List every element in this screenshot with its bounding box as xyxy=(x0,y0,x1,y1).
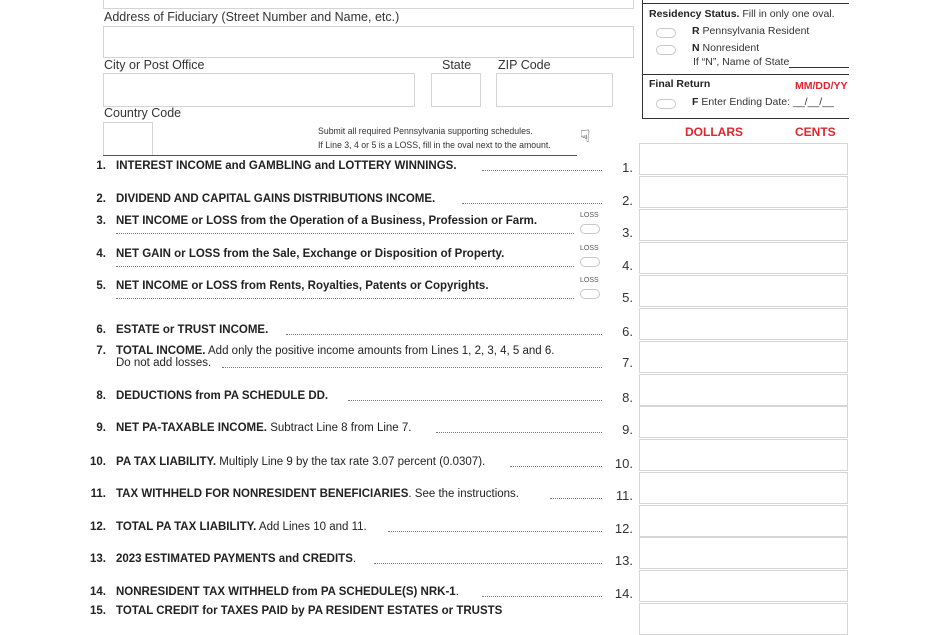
line-3-amount-field[interactable] xyxy=(639,209,848,241)
fiduciary-name-field[interactable] xyxy=(103,0,634,9)
dot-leader xyxy=(222,367,602,368)
dot-leader xyxy=(116,233,574,234)
final-return-option xyxy=(692,96,834,108)
line-14-amount-field[interactable] xyxy=(639,570,848,602)
line-bold: NONRESIDENT TAX WITHHELD from PA SCHEDULE(S) NRK-1 xyxy=(116,586,456,598)
line-number: 4. xyxy=(96,248,106,260)
resident-option xyxy=(692,25,809,37)
dot-leader xyxy=(462,203,602,204)
line-number: 15. xyxy=(90,605,106,617)
state-field[interactable] xyxy=(431,73,481,107)
loss-label: LOSS xyxy=(580,245,599,252)
line-label xyxy=(116,488,519,500)
line-bold: DIVIDEND AND CAPITAL GAINS DISTRIBUTIONS INCOME. xyxy=(116,193,436,205)
ending-date-label: Enter Ending Date: xyxy=(701,96,791,108)
dot-leader xyxy=(510,466,602,467)
line-rest: . See the instructions. xyxy=(408,488,519,500)
line-number: 5. xyxy=(96,280,106,292)
state-name-blank[interactable] xyxy=(789,67,849,68)
zip-label: ZIP Code xyxy=(498,58,551,72)
line-4-amount-field[interactable] xyxy=(639,242,848,274)
line-label xyxy=(116,390,328,402)
nonresident-code: N xyxy=(692,42,700,54)
instruction-line-1: Submit all required Pennsylvania supporting schedules. xyxy=(318,126,533,137)
line-rest: Add only the positive income amounts from Lines 1, 2, 3, 4, 5 and 6. xyxy=(205,345,555,357)
line-end-number: 9. xyxy=(622,422,633,437)
line-number: 3. xyxy=(96,215,106,227)
residency-title-bold: Residency Status. xyxy=(649,8,740,20)
line-label xyxy=(116,248,504,260)
line-number: 1. xyxy=(96,160,106,172)
line-end-number: 2. xyxy=(622,193,633,208)
line-number: 13. xyxy=(90,553,106,565)
nonresident-label: Nonresident xyxy=(702,42,760,54)
line-label xyxy=(116,553,356,565)
line-label xyxy=(116,456,485,468)
line-5-loss-oval[interactable] xyxy=(580,289,600,299)
dot-leader xyxy=(348,400,602,401)
date-format-label: MM/DD/YY xyxy=(795,80,848,92)
dot-leader xyxy=(436,432,602,433)
line-15-amount-field[interactable] xyxy=(639,603,848,635)
dot-leader xyxy=(388,531,602,532)
line-end-number: 6. xyxy=(622,324,633,339)
line-8-amount-field[interactable] xyxy=(639,374,848,406)
line-end-number: 13. xyxy=(614,553,633,568)
line-4-loss-oval[interactable] xyxy=(580,257,600,267)
line-bold: TOTAL INCOME. xyxy=(116,345,206,357)
line-bold: TOTAL CREDIT for TAXES PAID by PA RESIDENT ESTATES or TRUSTS xyxy=(116,605,503,617)
line-label xyxy=(116,280,489,292)
line-11-amount-field[interactable] xyxy=(639,472,848,504)
line-label xyxy=(116,215,537,227)
line-end-number: 7. xyxy=(622,355,633,370)
final-return-title xyxy=(649,78,710,90)
line-number: 7. xyxy=(96,345,106,357)
ending-date-field[interactable]: __/__/__ xyxy=(793,96,834,108)
line-rest-2: Do not add losses. xyxy=(116,357,212,369)
cents-header: CENTS xyxy=(795,125,836,139)
line-5-amount-field[interactable] xyxy=(639,275,848,307)
line-end-number: 12. xyxy=(614,521,633,536)
line-rest: Multiply Line 9 by the tax rate 3.07 percent (0.0307). xyxy=(216,456,486,468)
residency-note: Fill in only one oval. xyxy=(742,8,835,20)
city-label: City or Post Office xyxy=(104,58,205,72)
line-7-amount-field[interactable] xyxy=(639,341,848,373)
state-name-prompt: If “N”, Name of State xyxy=(693,56,790,68)
country-field[interactable] xyxy=(103,122,153,156)
loss-label: LOSS xyxy=(580,277,599,284)
instruction-line-2: If Line 3, 4 or 5 is a LOSS, fill in the oval next to the amount. xyxy=(318,140,551,151)
dot-leader xyxy=(550,498,602,499)
pointing-hand-icon: ☟ xyxy=(580,127,591,146)
residency-panel xyxy=(642,0,849,119)
line-end-number: 14. xyxy=(614,586,633,601)
line-end-number: 8. xyxy=(622,390,633,405)
line-9-amount-field[interactable] xyxy=(639,406,848,438)
line-number: 12. xyxy=(90,521,106,533)
line-6-amount-field[interactable] xyxy=(639,308,848,340)
line-number: 2. xyxy=(96,193,106,205)
section-divider xyxy=(103,155,577,156)
state-label: State xyxy=(442,58,472,72)
line-bold: NET PA-TAXABLE INCOME. xyxy=(116,422,267,434)
line-bold: ESTATE or TRUST INCOME. xyxy=(116,324,269,336)
line-rest: Add Lines 10 and 11. xyxy=(256,521,367,533)
line-bold: NET INCOME or LOSS from the Operation of a Business, Profession or Farm. xyxy=(116,215,538,227)
line-number: 6. xyxy=(96,324,106,336)
line-bold: TOTAL PA TAX LIABILITY. xyxy=(116,521,257,533)
loss-label: LOSS xyxy=(580,212,599,219)
line-number: 10. xyxy=(90,456,106,468)
line-1-amount-field[interactable] xyxy=(639,143,848,175)
line-rest: . xyxy=(455,586,459,598)
dot-leader xyxy=(374,563,602,564)
residency-title xyxy=(649,8,835,20)
line-12-amount-field[interactable] xyxy=(639,505,848,537)
line-bold: NET INCOME or LOSS from Rents, Royalties, Patents or Copyrights. xyxy=(116,280,489,292)
dot-leader xyxy=(482,596,602,597)
line-label xyxy=(116,422,411,434)
line-bold: TAX WITHHELD FOR NONRESIDENT BENEFICIARIES xyxy=(116,488,409,500)
dot-leader xyxy=(116,298,574,299)
final-return-code: F xyxy=(692,96,699,108)
line-number: 11. xyxy=(90,488,106,500)
panel-mid-rule xyxy=(643,74,849,75)
line-10-amount-field[interactable] xyxy=(639,439,848,471)
resident-label: Pennsylvania Resident xyxy=(702,25,810,37)
line-rest: Subtract Line 8 from Line 7. xyxy=(267,422,412,434)
final-return-oval[interactable] xyxy=(656,99,676,109)
line-end-number: 3. xyxy=(622,225,633,240)
dot-leader xyxy=(286,334,602,335)
address-field[interactable] xyxy=(103,26,634,58)
line-label xyxy=(116,324,268,336)
line-label xyxy=(116,605,502,617)
line-end-number: 5. xyxy=(622,290,633,305)
line-label xyxy=(116,345,555,357)
line-rest: . xyxy=(352,553,357,565)
line-bold: INTEREST INCOME and GAMBLING and LOTTERY WINNINGS. xyxy=(116,160,457,172)
line-number: 9. xyxy=(96,422,106,434)
line-bold: NET GAIN or LOSS from the Sale, Exchange or Disposition of Property. xyxy=(116,248,505,260)
zip-field[interactable] xyxy=(496,73,613,107)
line-13-amount-field[interactable] xyxy=(639,537,848,569)
nonresident-option xyxy=(692,42,759,54)
city-field[interactable] xyxy=(103,73,415,107)
line-number: 8. xyxy=(96,390,106,402)
line-label xyxy=(116,586,459,598)
line-label xyxy=(116,521,367,533)
resident-oval[interactable] xyxy=(656,28,676,38)
line-label xyxy=(116,193,435,205)
line-bold: 2023 ESTIMATED PAYMENTS and CREDITS xyxy=(116,553,353,565)
panel-top-rule xyxy=(643,3,849,4)
dollars-header: DOLLARS xyxy=(685,125,743,139)
line-end-number: 11. xyxy=(615,488,633,503)
line-end-number: 4. xyxy=(622,258,633,273)
address-label: Address of Fiduciary (Street Number and Name, etc.) xyxy=(104,10,400,24)
final-return-label: Final Return xyxy=(649,78,711,90)
line-label xyxy=(116,160,457,172)
line-3-loss-oval[interactable] xyxy=(580,224,600,234)
dot-leader xyxy=(482,170,602,171)
line-bold: DEDUCTIONS from PA SCHEDULE DD. xyxy=(116,390,329,402)
line-end-number: 10. xyxy=(614,456,633,471)
nonresident-oval[interactable] xyxy=(656,45,676,55)
line-2-amount-field[interactable] xyxy=(639,176,848,208)
country-label: Country Code xyxy=(104,106,182,120)
dot-leader xyxy=(116,266,574,267)
line-end-number: 1. xyxy=(622,160,633,175)
line-number: 14. xyxy=(90,586,106,598)
resident-code: R xyxy=(692,25,700,37)
line-bold: PA TAX LIABILITY. xyxy=(116,456,217,468)
